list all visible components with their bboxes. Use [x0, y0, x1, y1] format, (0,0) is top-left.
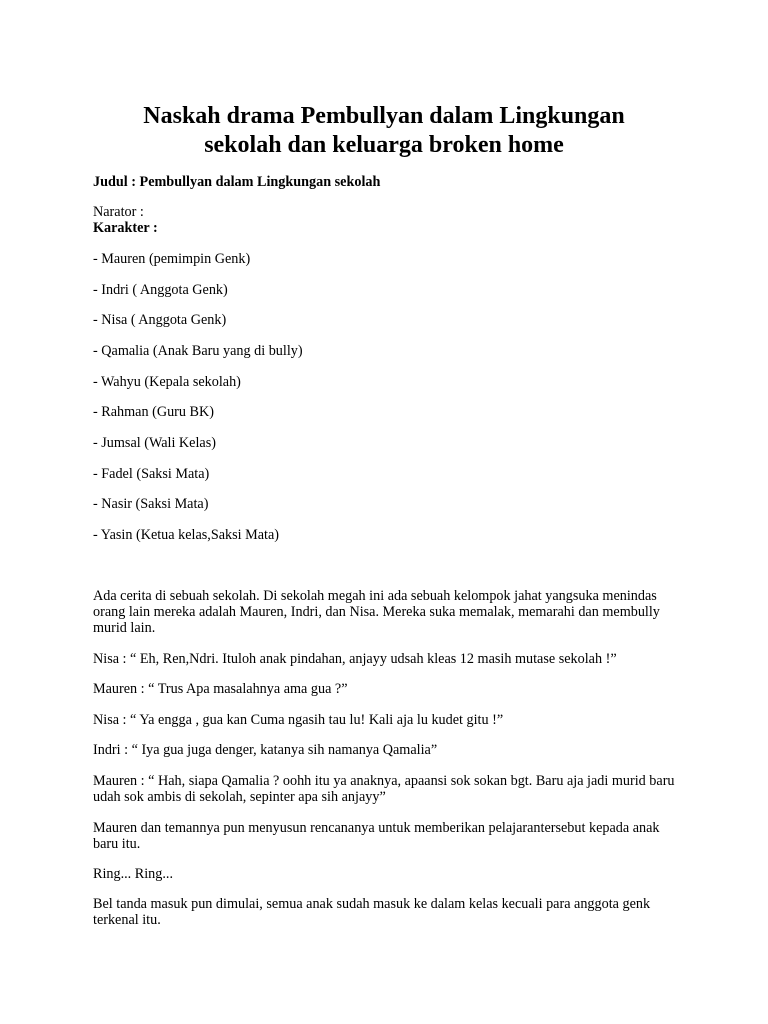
character-item: - Fadel (Saksi Mata)	[93, 466, 210, 482]
judul-line: Judul : Pembullyan dalam Lingkungan sekolah	[93, 174, 381, 190]
paragraph-line: baru itu.	[93, 836, 141, 852]
paragraph-line: Nisa : “ Ya engga , gua kan Cuma ngasih tau lu! Kali aja lu kudet gitu !”	[93, 712, 504, 728]
paragraph-line: terkenal itu.	[93, 912, 161, 928]
story-paragraph	[93, 896, 693, 928]
title-line: Naskah drama Pembullyan dalam Lingkungan	[143, 103, 625, 129]
story-paragraph	[93, 866, 693, 882]
dialogue-line	[93, 712, 693, 728]
paragraph-line: Bel tanda masuk pun dimulai, semua anak sudah masuk ke dalam kelas kecuali para anggota genk	[93, 896, 651, 912]
karakter-heading: Karakter :	[93, 220, 158, 236]
dialogue-line	[93, 651, 693, 667]
character-item: - Jumsal (Wali Kelas)	[93, 435, 216, 451]
character-item: - Indri ( Anggota Genk)	[93, 282, 228, 298]
paragraph-line: Ada cerita di sebuah sekolah. Di sekolah megah ini ada sebuah kelompok jahat yangsuka menindas	[93, 588, 657, 604]
story-paragraph	[93, 820, 693, 852]
page-title	[93, 102, 675, 160]
dialogue-line	[93, 773, 693, 805]
story-paragraph	[93, 588, 693, 636]
character-item: - Rahman (Guru BK)	[93, 404, 214, 420]
paragraph-line: Mauren dan temannya pun menyusun rencananya untuk memberikan pelajarantersebut kepada anak	[93, 820, 660, 836]
paragraph-line: orang lain mereka adalah Mauren, Indri, dan Nisa. Mereka suka memalak, memarahi dan membully	[93, 604, 660, 620]
paragraph-line: udah sok ambis di sekolah, sepinter apa sih anjayy”	[93, 789, 386, 805]
character-item: - Mauren (pemimpin Genk)	[93, 251, 251, 267]
paragraph-line: Mauren : “ Hah, siapa Qamalia ? oohh itu ya anaknya, apaansi sok sokan bgt. Baru aja jadi murid baru	[93, 773, 675, 789]
character-item: - Wahyu (Kepala sekolah)	[93, 374, 241, 390]
title-line: sekolah dan keluarga broken home	[204, 132, 564, 158]
character-item: - Yasin (Ketua kelas,Saksi Mata)	[93, 527, 279, 543]
character-item: - Nisa ( Anggota Genk)	[93, 312, 227, 328]
narator-line: Narator :	[93, 204, 144, 220]
dialogue-line	[93, 681, 693, 697]
paragraph-line: Indri : “ Iya gua juga denger, katanya sih namanya Qamalia”	[93, 742, 438, 758]
paragraph-line: Nisa : “ Eh, Ren,Ndri. Ituloh anak pindahan, anjayy udsah kleas 12 masih mutase sekolah !”	[93, 651, 617, 667]
character-item: - Nasir (Saksi Mata)	[93, 496, 209, 512]
dialogue-line	[93, 742, 693, 758]
paragraph-line: Ring... Ring...	[93, 866, 174, 882]
character-item: - Qamalia (Anak Baru yang di bully)	[93, 343, 303, 359]
paragraph-line: murid lain.	[93, 620, 156, 636]
paragraph-line: Mauren : “ Trus Apa masalahnya ama gua ?”	[93, 681, 348, 697]
